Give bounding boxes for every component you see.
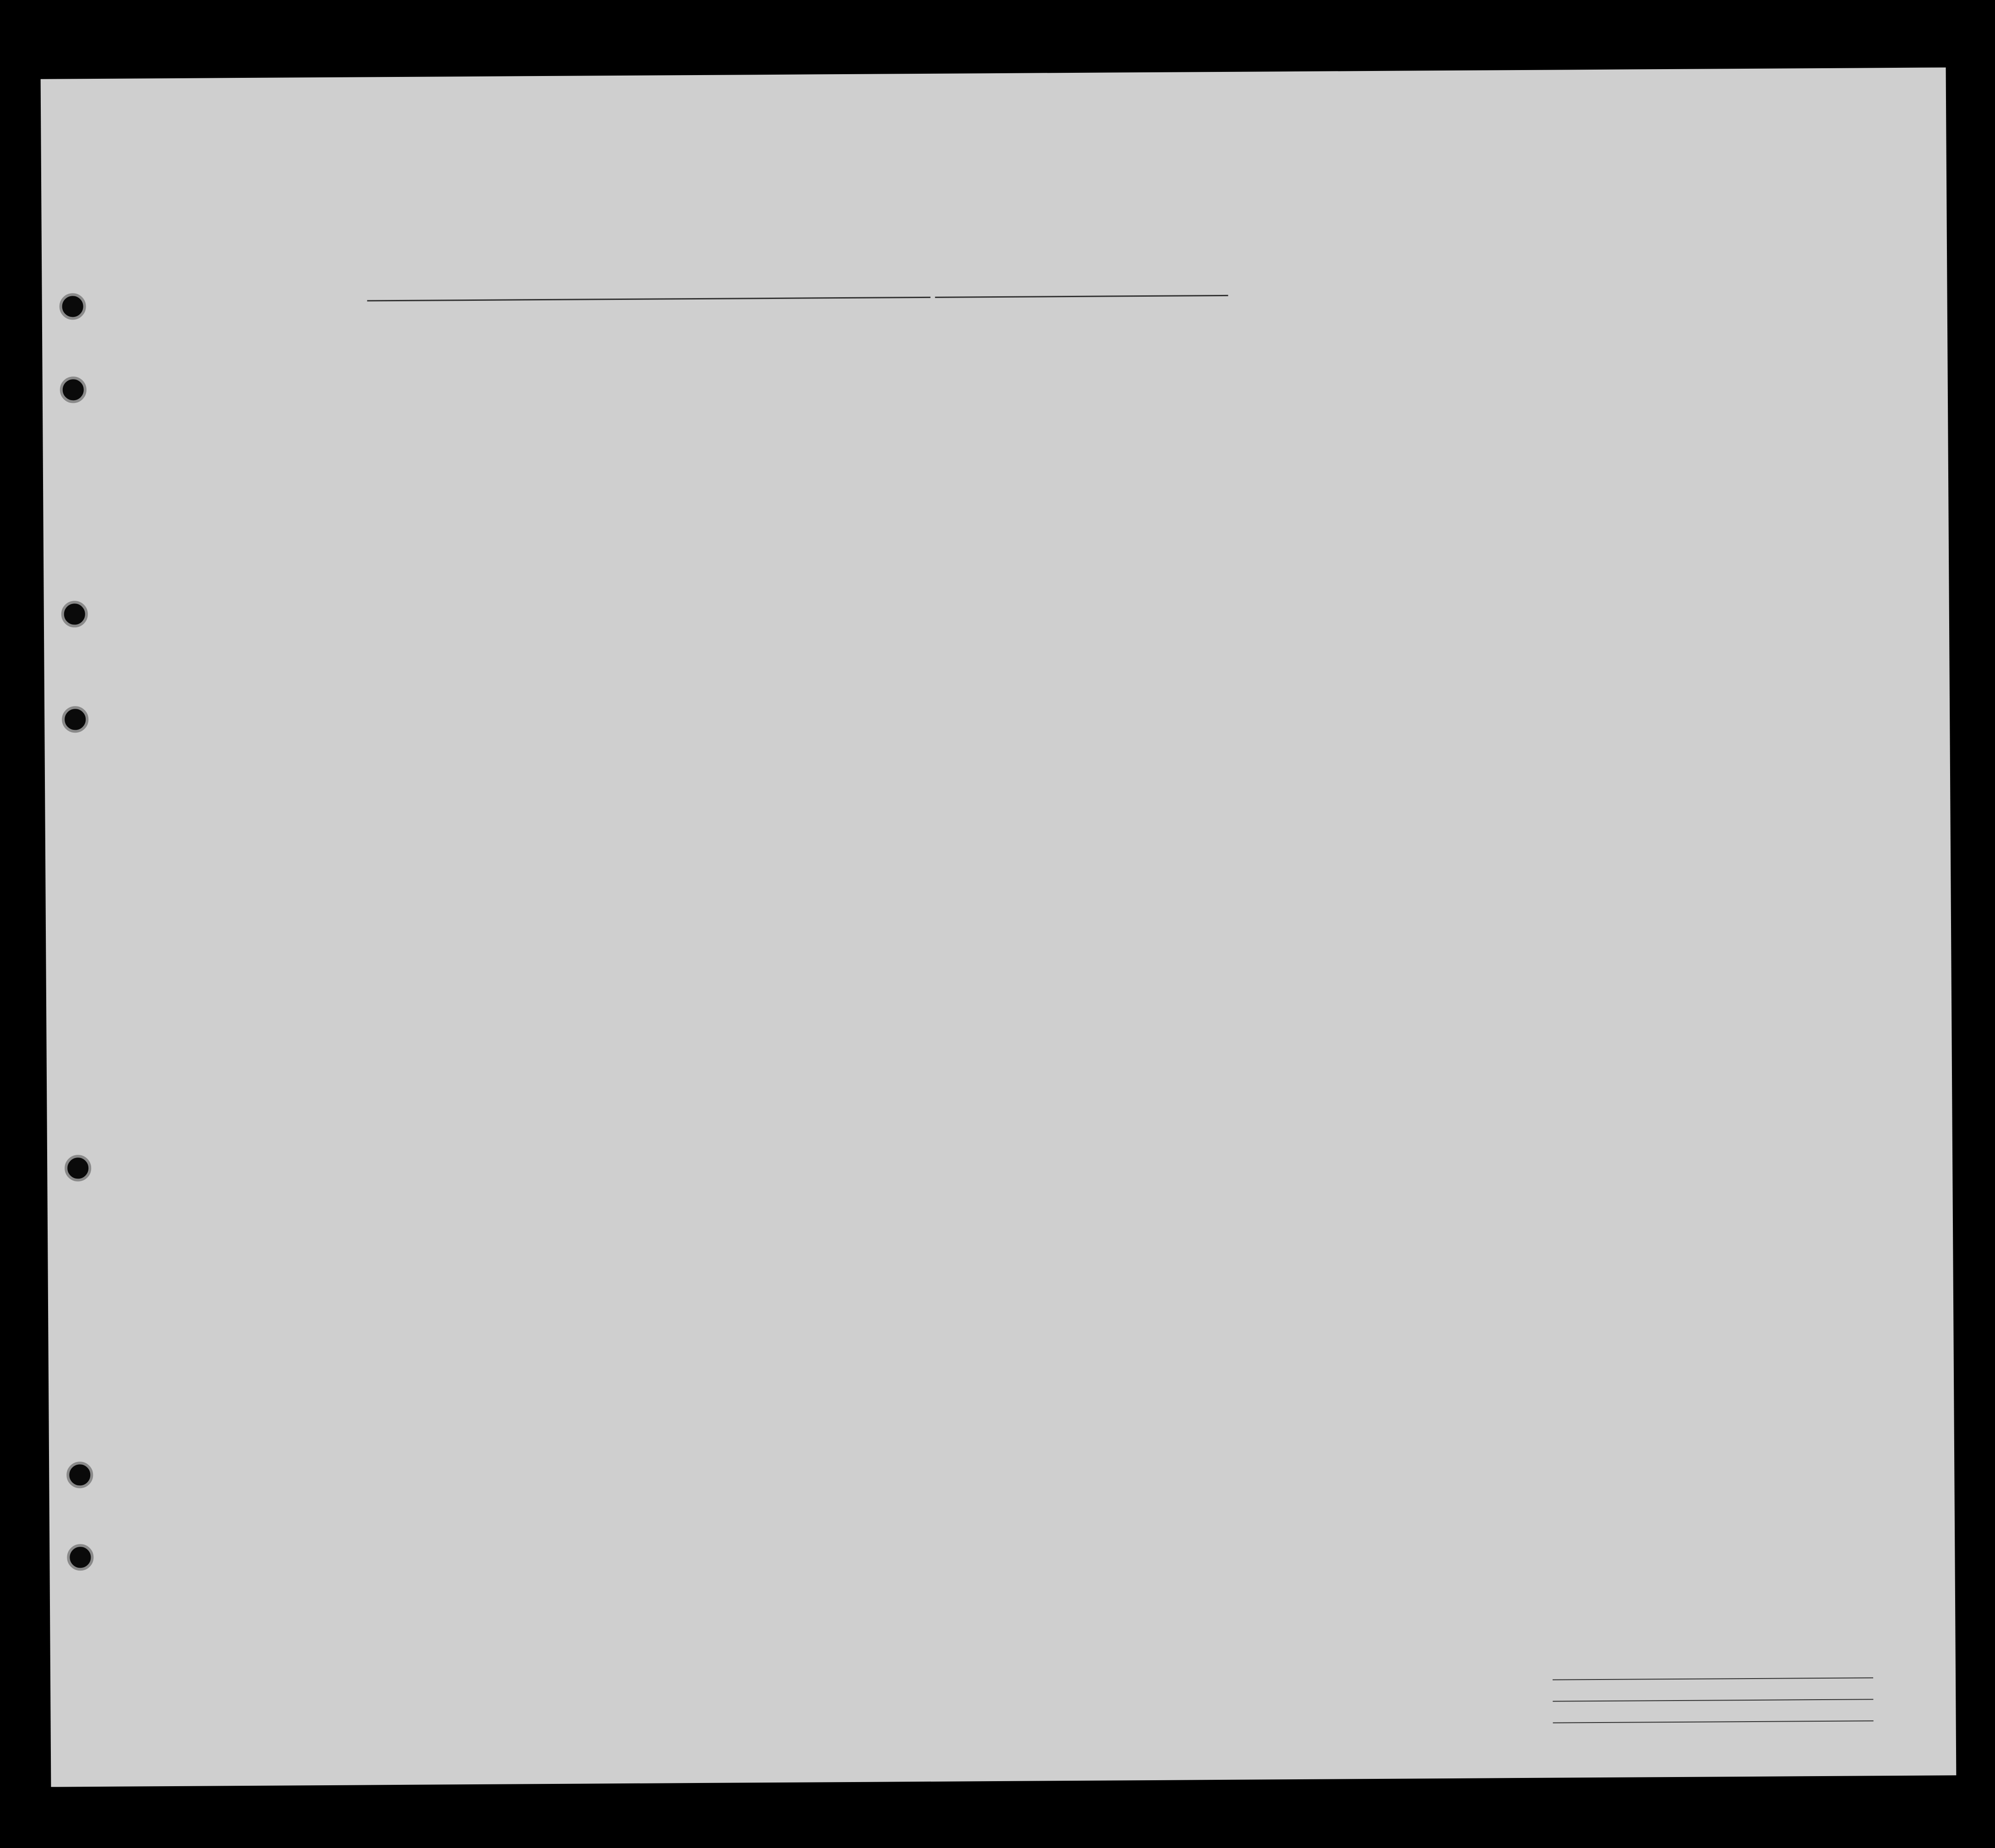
- binder-hole-6: [66, 1462, 93, 1488]
- binder-hole-4: [62, 706, 88, 733]
- arrival-line: [110, 264, 1301, 308]
- instructions-text: [110, 207, 1575, 216]
- entries-note: [1608, 162, 1882, 163]
- binder-hole-5: [65, 1155, 91, 1181]
- footnote: [266, 1675, 1182, 1680]
- binder-hole-2: [60, 376, 87, 403]
- binder-hole-7: [67, 1544, 93, 1571]
- manifest-sheet: [41, 67, 1957, 1787]
- binder-hole-3: [61, 601, 88, 627]
- binder-hole-1: [60, 293, 86, 320]
- manifest-table: [102, 301, 1955, 1599]
